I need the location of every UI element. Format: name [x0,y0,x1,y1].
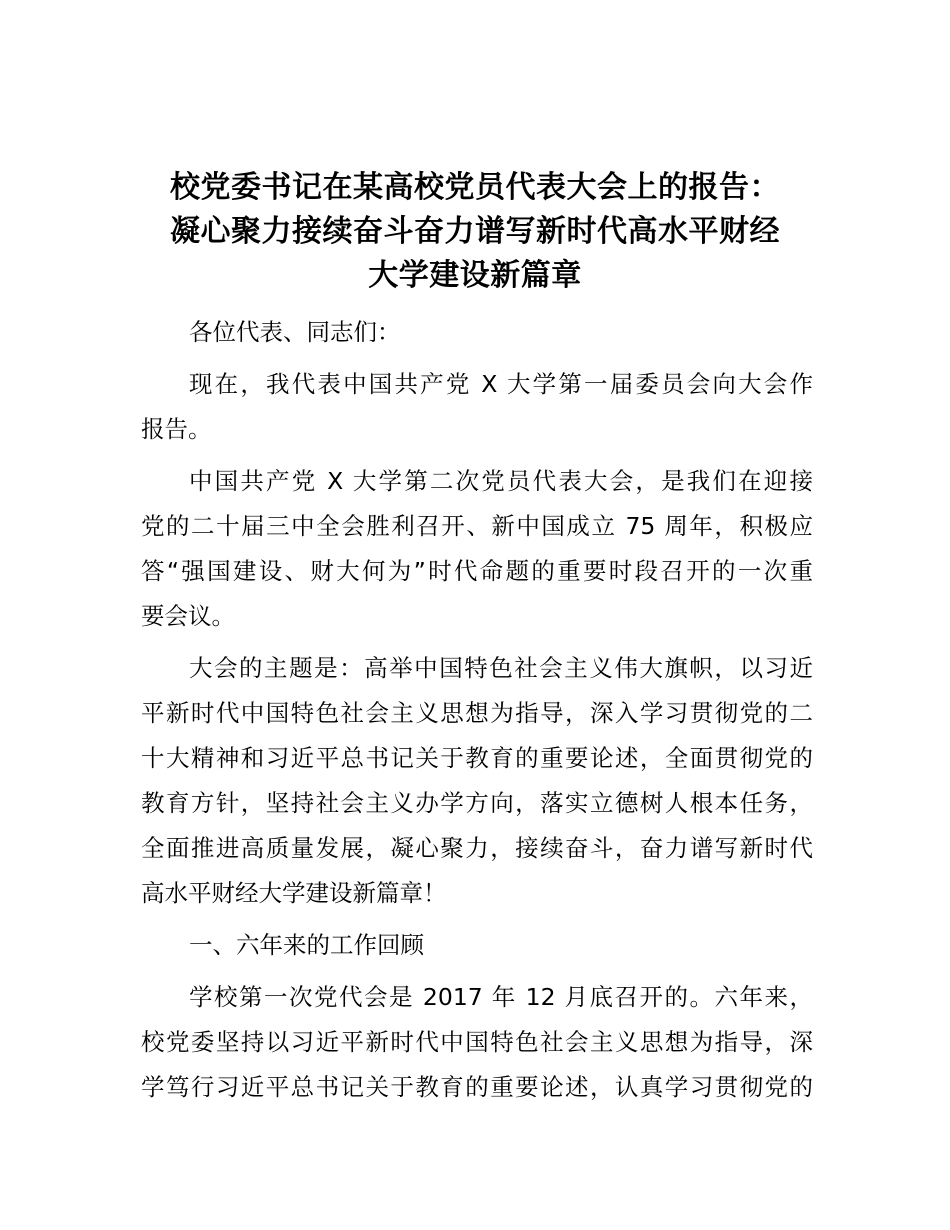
text-line: 党的二十届三中全会胜利召开、新中国成立 75 周年，积极应 [141,512,813,540]
text-line: 校党委坚持以习近平新时代中国特色社会主义思想为指导，深 [141,1028,813,1056]
title-line: 凝心聚力接续奋斗奋力谱写新时代高水平财经 [170,214,780,249]
opening-paragraph [141,362,813,452]
title-line: 校党委书记在某高校党员代表大会上的报告： [170,170,780,205]
section-heading [141,923,813,968]
report-body [141,310,813,1110]
text-line: 全面推进高质量发展，凝心聚力，接续奋斗，奋力谱写新时代 [141,834,813,862]
text-line: 报告。 [141,415,212,443]
text-line: 现在，我代表中国共产党 X 大学第一届委员会向大会作 [189,370,813,398]
text-line: 平新时代中国特色社会主义思想为指导，深入学习贯彻党的二 [141,699,813,727]
text-line: 教育方针，坚持社会主义办学方向，落实立德树人根本任务， [141,789,813,817]
text-line: 大会的主题是：高举中国特色社会主义伟大旗帜，以习近 [189,654,813,682]
salutation-paragraph [141,310,813,355]
text-line: 学校第一次党代会是 2017 年 12 月底召开的。六年来， [189,983,813,1011]
text-line: 中国共产党 X 大学第二次党员代表大会，是我们在迎接 [189,467,813,495]
theme-paragraph [141,646,813,916]
report-title [140,166,810,298]
context-paragraph [141,459,813,639]
text-line: 高水平财经大学建设新篇章！ [141,879,447,907]
text-line: 十大精神和习近平总书记关于教育的重要论述，全面贯彻党的 [141,744,813,772]
text-line: 各位代表、同志们： [189,318,401,346]
text-line: 要会议。 [141,602,235,630]
text-line: 一、六年来的工作回顾 [189,931,424,959]
text-line: 答“强国建设、财大何为”时代命题的重要时段召开的一次重 [141,557,813,585]
title-line: 大学建设新篇章 [368,258,582,293]
review-paragraph [141,975,813,1110]
text-line: 学笃行习近平总书记关于教育的重要论述，认真学习贯彻党的 [141,1073,813,1101]
